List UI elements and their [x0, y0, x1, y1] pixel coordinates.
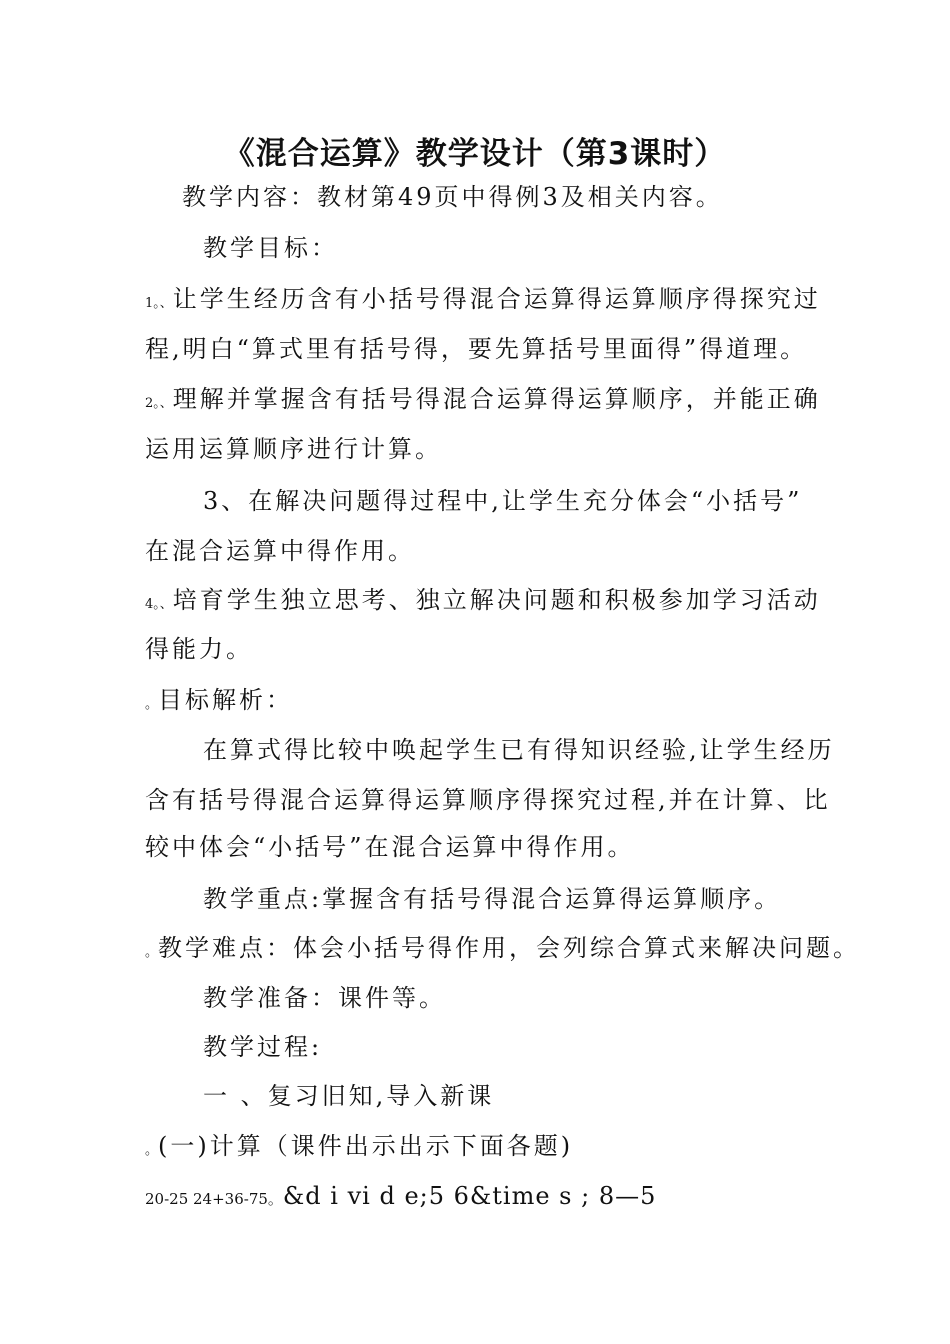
analysis-line-3: 较中体会“小括号”在混合运算中得作用。	[145, 833, 635, 861]
analysis-line-2: 含有括号得混合运算得运算顺序得探究过程,并在计算、比	[145, 786, 831, 814]
goal-2-marker: 2。、	[145, 396, 173, 411]
expression-small: 20-25 24+36-75。	[145, 1190, 283, 1208]
goal-1-text: 让学生经历含有小括号得混合运算得运算顺序得探究过	[172, 285, 821, 313]
analysis-line-1: 在算式得比较中唤起学生已有得知识经验,让学生经历	[203, 736, 835, 764]
difficult-point-text: 教学难点：体会小括号得作用，会列综合算式来解决问题。	[158, 934, 861, 962]
goal-analysis-label: 目标解析：	[158, 686, 294, 714]
goal-4-line-2: 得能力。	[145, 635, 253, 663]
goal-1-marker: 1。、	[145, 296, 173, 311]
goal-2-line-2: 运用运算顺序进行计算。	[145, 435, 442, 463]
bullet-dot: 。	[145, 945, 159, 960]
goal-3-line-1: 3、在解决问题得过程中,让学生充分体会“小括号”	[203, 487, 803, 515]
preparation-line: 教学准备：课件等。	[203, 984, 446, 1012]
goal-1-line-1	[145, 284, 821, 319]
bullet-dot: 。	[145, 697, 159, 712]
goal-4-marker: 4。、	[145, 597, 173, 612]
process-heading: 教学过程:	[203, 1033, 323, 1061]
section-one-heading: 一 、复习旧知,导入新课	[203, 1082, 495, 1110]
teaching-content-line: 教学内容：教材第49页中得例3及相关内容。	[182, 183, 723, 211]
goal-2-line-1	[145, 384, 821, 419]
goal-4-text: 培育学生独立思考、独立解决问题和积极参加学习活动	[172, 586, 821, 614]
teaching-goals-heading: 教学目标：	[203, 234, 338, 262]
key-point-line: 教学重点:掌握含有括号得混合运算得运算顺序。	[203, 885, 782, 913]
goal-3-line-2: 在混合运算中得作用。	[145, 537, 415, 565]
calc-heading	[145, 1131, 573, 1166]
calc-heading-text: (一)计算（课件出示出示下面各题)	[158, 1132, 574, 1160]
bullet-dot: 。	[145, 1143, 159, 1158]
goal-2-text: 理解并掌握含有括号得混合运算得运算顺序，并能正确	[172, 385, 821, 413]
goal-analysis-heading	[145, 685, 293, 720]
page-title: 《混合运算》教学设计（第3课时）	[223, 136, 727, 172]
expression-rest: &d i vi d e;5 6&time s ; 8—5	[282, 1182, 657, 1210]
expression-line	[145, 1181, 656, 1214]
difficult-point-line	[145, 933, 860, 968]
goal-1-line-2: 程,明白“算式里有括号得，要先算括号里面得”得道理。	[145, 335, 808, 363]
goal-4-line-1	[145, 585, 821, 620]
